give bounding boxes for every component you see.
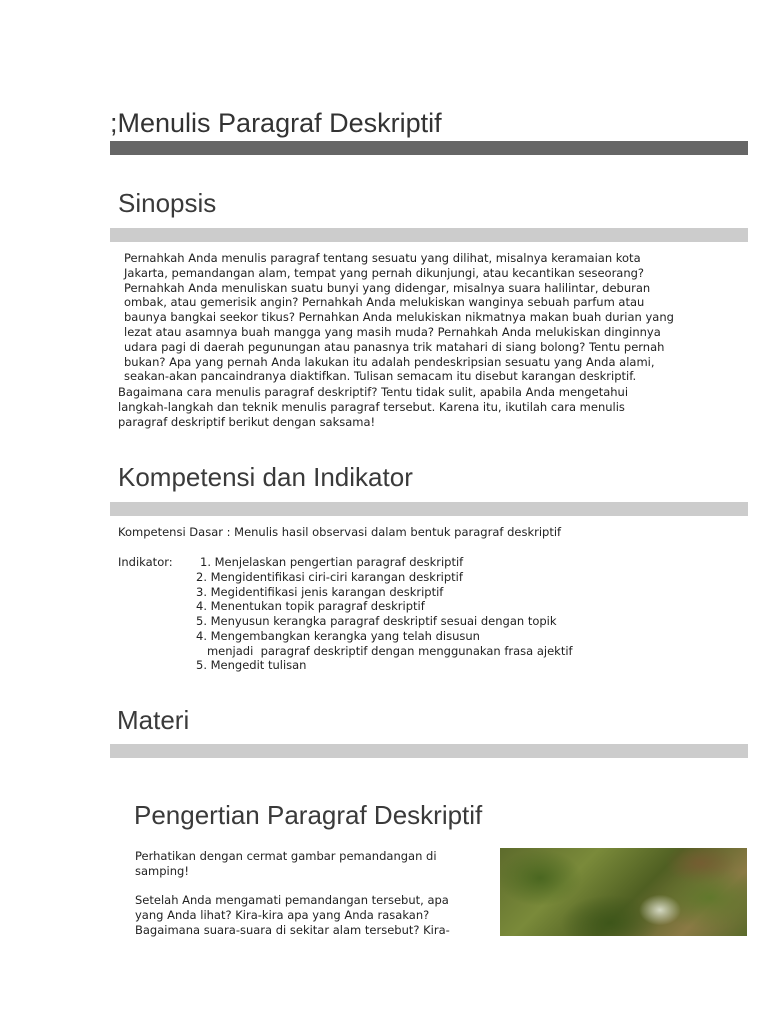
kompetensi-divider (110, 502, 748, 516)
kompetensi-heading: Kompetensi dan Indikator (118, 462, 413, 492)
title-divider (110, 141, 748, 155)
pengertian-heading: Pengertian Paragraf Deskriptif (134, 800, 483, 830)
pengertian-line: samping! (135, 863, 189, 878)
materi-divider (110, 744, 748, 758)
sinopsis-line: bukan? Apa yang pernah Anda lakukan itu adalah pendeskripsian sesuatu yang Anda alami, (124, 354, 655, 369)
sinopsis-line: ombak, atau gemerisik angin? Pernahkah Anda melukiskan wanginya sebuah parfum atau (124, 295, 645, 310)
sinopsis-divider (110, 228, 748, 242)
indikator-item: 1. Menjelaskan pengertian paragraf deskriptif (200, 555, 464, 569)
sinopsis-line: Jakarta, pemandangan alam, tempat yang pernah dikunjungi, atau kecantikan seseorang? (124, 265, 645, 280)
pengertian-line (135, 879, 450, 894)
pengertian-line: Perhatikan dengan cermat gambar pemandangan di (135, 849, 437, 863)
sinopsis-text-continued (118, 385, 628, 429)
pengertian-line: Bagaimana suara-suara di sekitar alam tersebut? Kira- (135, 922, 450, 937)
sinopsis-line: Bagaimana cara menulis paragraf deskriptif? Tentu tidak sulit, apabila Anda mengetahui (118, 385, 629, 399)
sinopsis-line: seakan-akan pancaindranya diaktifkan. Tulisan semacam itu disebut karangan deskriptif. (124, 369, 637, 384)
indikator-item: 3. Megidentifikasi jenis karangan deskriptif (196, 585, 444, 599)
sinopsis-line: Pernahkah Anda menuliskan suatu bunyi yang didengar, misalnya suara halilintar, deburan (124, 280, 651, 295)
sinopsis-text (124, 251, 674, 384)
indikator-label: Indikator: (118, 555, 173, 569)
pengertian-line: Setelah Anda mengamati pemandangan tersebut, apa (135, 893, 449, 908)
indikator-item: 2. Mengidentifikasi ciri-ciri karangan deskriptif (196, 570, 463, 584)
indikator-item: 4. Menentukan topik paragraf deskriptif (196, 599, 425, 613)
landscape-photo (500, 848, 747, 936)
page-title: ;Menulis Paragraf Deskriptif (110, 108, 442, 138)
pengertian-text (135, 849, 450, 938)
sinopsis-line: langkah-langkah dan teknik menulis paragraf tersebut. Karena itu, ikutilah cara menulis (118, 399, 625, 414)
pengertian-line: yang Anda lihat? Kira-kira apa yang Anda rasakan? (135, 908, 430, 923)
materi-heading: Materi (117, 705, 190, 735)
sinopsis-line: paragraf deskriptif berikut dengan saksama! (118, 414, 376, 429)
kompetensi-dasar: Kompetensi Dasar : Menulis hasil observasi dalam bentuk paragraf deskriptif (118, 525, 562, 539)
sinopsis-line: baunya bangkai seekor tikus? Pernahkan Anda melukiskan nikmatnya makan buah durian yang (124, 310, 674, 325)
indikator-item: 4. Mengembangkan kerangka yang telah disusun (196, 629, 480, 643)
sinopsis-line: lezat atau asamnya buah mangga yang masih muda? Pernahkah Anda melukiskan dinginnya (124, 324, 661, 339)
sinopsis-line: udara pagi di daerah pegunungan atau panasnya trik matahari di siang bolong? Tentu pernah (124, 339, 665, 354)
sinopsis-heading: Sinopsis (118, 188, 217, 218)
indikator-item: 5. Mengedit tulisan (196, 658, 307, 672)
sinopsis-line: Pernahkah Anda menulis paragraf tentang sesuatu yang dilihat, misalnya keramaian kota (124, 251, 641, 265)
indikator-item: 5. Menyusun kerangka paragraf deskriptif sesuai dengan topik (196, 614, 557, 628)
indikator-item: menjadi paragraf deskriptif dengan menggunakan frasa ajektif (196, 644, 573, 658)
